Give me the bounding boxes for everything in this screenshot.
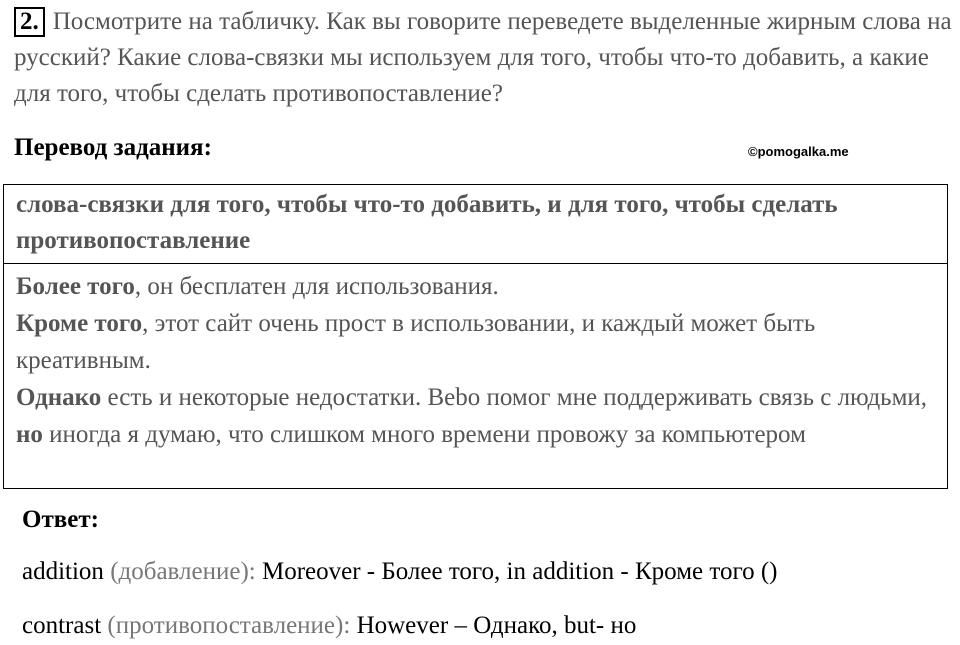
row-text: есть и некоторые недостатки. Bebo помог мне поддерживать связь с людьми, xyxy=(101,384,928,411)
table-header: слова-связки для того, чтобы что-то добавить, и для того, чтобы сделать противопоставление xyxy=(4,185,947,264)
answer-gloss: (противопоставление): xyxy=(101,612,351,639)
answer-term: contrast xyxy=(22,612,102,639)
answer-line-addition xyxy=(22,558,778,586)
table-row xyxy=(16,305,935,379)
task-text: Посмотрите на табличку. Как вы говорите переведете выделенные жирным слова на русский? Какие слова-связки мы используем для того, чтобы что-то добавить, а какие для того, чтобы сделать противопоставление? xyxy=(14,8,952,107)
table-row xyxy=(16,268,935,305)
row-text: иногда я думаю, что слишком много времени провожу за компьютером xyxy=(42,421,806,448)
bold-phrase: Однако xyxy=(16,384,102,411)
row-text: , этот сайт очень прост в использовании, и каждый может быть креативным. xyxy=(16,310,816,374)
answer-gloss: (добавление): xyxy=(103,558,256,585)
bold-phrase: Более того xyxy=(16,273,135,300)
bold-phrase: Кроме того xyxy=(16,310,143,337)
answer-heading: Ответ: xyxy=(22,506,99,533)
answer-text: However – Однако, but- но xyxy=(350,612,637,639)
answer-line-contrast xyxy=(22,612,636,640)
answer-term: addition xyxy=(22,558,104,585)
watermark: ©pomogalka.me xyxy=(748,144,849,159)
task-number: 2. xyxy=(14,7,45,37)
row-text: , он бесплатен для использования. xyxy=(134,273,499,300)
table-body xyxy=(4,264,947,457)
answer-text: Moreover - Более того, in addition - Кроме того () xyxy=(255,558,778,585)
table-row xyxy=(16,379,935,453)
bold-phrase: но xyxy=(16,421,43,448)
linking-words-table xyxy=(3,184,948,489)
translation-heading: Перевод задания: xyxy=(14,134,212,161)
task-block xyxy=(14,4,958,112)
